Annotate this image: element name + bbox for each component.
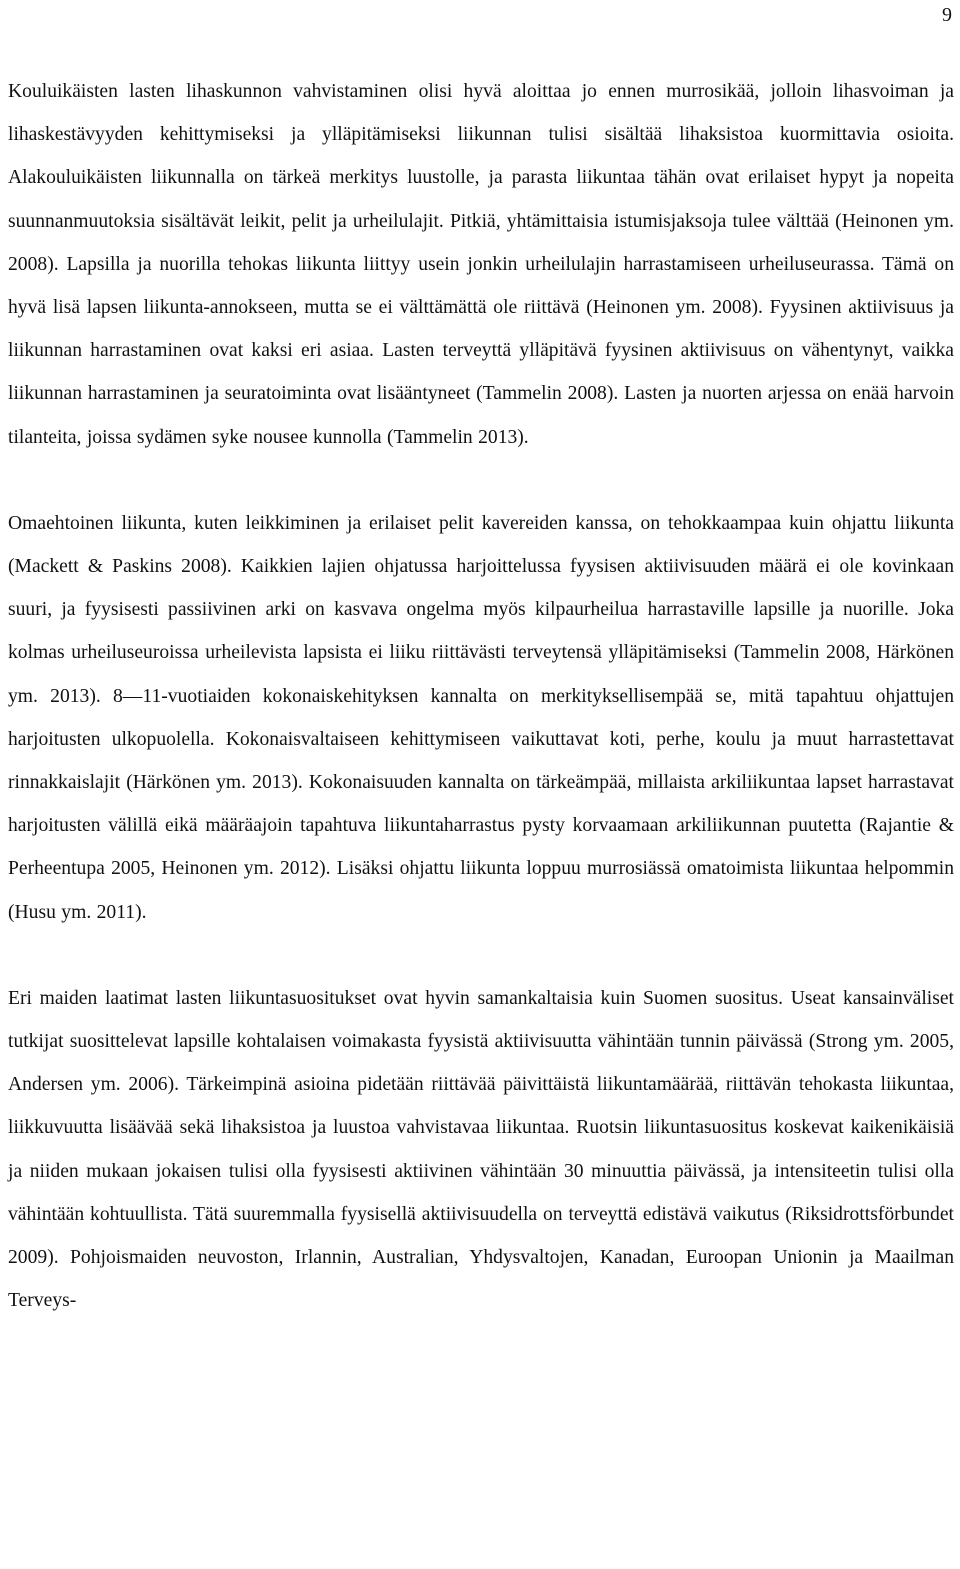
- paragraph-1: Kouluikäisten lasten lihaskunnon vahvistaminen olisi hyvä aloittaa jo ennen murrosikää, jolloin lihasvoiman ja lihaskestävyyden kehittymiseksi ja ylläpitämiseksi liikunnan tulisi sisältää lihaksistoa kuormittavia osioita. Alakouluikäisten liikunnalla on tärkeä merkitys luustolle, ja parasta liikuntaa tähän ovat erilaiset hypyt ja nopeita suunnanmuutoksia sisältävät leikit, pelit ja urheilulajit. Pitkiä, yhtämittaisia istumisjaksoja tulee välttää (Heinonen ym. 2008). Lapsilla ja nuorilla tehokas liikunta liittyy usein jonkin urheilulajin harrastamiseen urheiluseurassa. Tämä on hyvä lisä lapsen liikunta-annokseen, mutta se ei välttämättä ole riittävä (Heinonen ym. 2008). Fyysinen aktiivisuus ja liikunnan harrastaminen ovat kaksi eri asiaa. Lasten terveyttä ylläpitävä fyysinen aktiivisuus on vähentynyt, vaikka liikunnan harrastaminen ja seuratoiminta ovat lisääntyneet (Tammelin 2008). Lasten ja nuorten arjessa on enää harvoin tilanteita, joissa sydämen syke nousee kunnolla (Tammelin 2013).: [8, 81, 954, 448]
- body-text: [8, 70, 954, 1322]
- paragraph-3: Eri maiden laatimat lasten liikuntasuositukset ovat hyvin samankaltaisia kuin Suomen suositus. Useat kansainväliset tutkijat suosittelevat lapsille kohtalaisen voimakasta fyysistä aktiivisuutta vähintään tunnin päivässä (Strong ym. 2005, Andersen ym. 2006). Tärkeimpinä asioina pidetään riittävää päivittäistä liikuntamäärää, riittävän tehokasta liikuntaa, liikkuvuutta lisäävää sekä lihaksistoa ja luustoa vahvistavaa liikuntaa. Ruotsin liikuntasuositus koskevat kaikenikäisiä ja niiden mukaan jokaisen tulisi olla fyysisesti aktiivinen vähintään 30 minuuttia päivässä, ja intensiteetin tulisi olla vähintään kohtuullista. Tätä suuremmalla fyysisellä aktiivisuudella on terveyttä edistävä vaikutus (Riksidrottsförbundet 2009). Pohjoismaiden neuvoston, Irlannin, Australian, Yhdysvaltojen, Kanadan, Euroopan Unionin ja Maailman Terveys-: [8, 987, 954, 1312]
- paragraph-2: Omaehtoinen liikunta, kuten leikkiminen ja erilaiset pelit kavereiden kanssa, on tehokkaampaa kuin ohjattu liikunta (Mackett & Paskins 2008). Kaikkien lajien ohjatussa harjoittelussa fyysisen aktiivisuuden määrä ei ole kovinkaan suuri, ja fyysisesti passiivinen arki on kasvava ongelma myös kilpaurheilua harrastaville lapsille ja nuorille. Joka kolmas urheiluseuroissa urheilevista lapsista ei liiku riittävästi terveytensä ylläpitämiseksi (Tammelin 2008, Härkönen ym. 2013). 8—11-vuotiaiden kokonaiskehityksen kannalta on merkityksellisempää se, mitä tapahtuu ohjattujen harjoitusten ulkopuolella. Kokonaisvaltaiseen kehittymiseen vaikuttavat koti, perhe, koulu ja muut harrastettavat rinnakkaislajit (Härkönen ym. 2013). Kokonaisuuden kannalta on tärkeämpää, millaista arkiliikuntaa lapset harrastavat harjoitusten välillä eikä määräajoin tapahtuva liikuntaharrastus pysty korvaamaan arkiliikunnan puutetta (Rajantie & Perheentupa 2005, Heinonen ym. 2012). Lisäksi ohjattu liikunta loppuu murrosiässä omatoimista liikuntaa helpommin (Husu ym. 2011).: [8, 512, 954, 923]
- page-number: 9: [942, 4, 952, 26]
